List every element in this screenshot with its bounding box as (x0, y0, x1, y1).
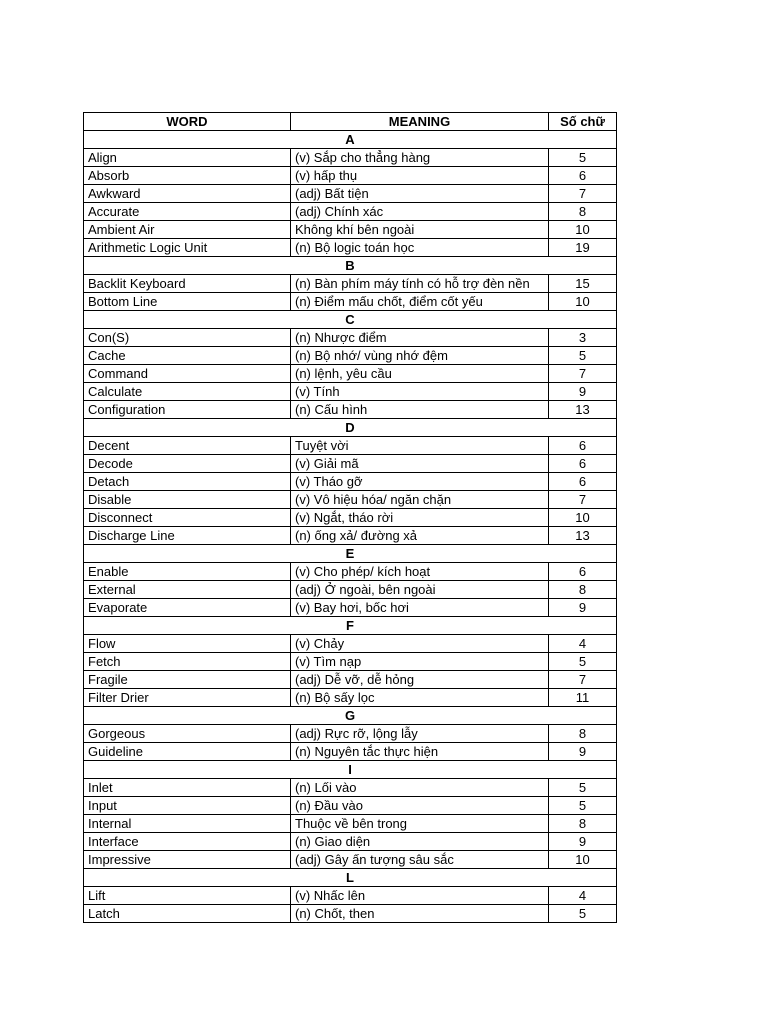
letter-count-cell: 5 (549, 797, 617, 815)
meaning-cell: (adj) Chính xác (291, 203, 549, 221)
table-row (84, 653, 617, 671)
word-cell: Disconnect (84, 509, 291, 527)
section-header-row (84, 707, 617, 725)
letter-count-cell: 5 (549, 347, 617, 365)
letter-count-cell: 9 (549, 383, 617, 401)
table-row (84, 725, 617, 743)
meaning-cell: (adj) Ở ngoài, bên ngoài (291, 581, 549, 599)
letter-count-cell: 11 (549, 689, 617, 707)
word-cell: Bottom Line (84, 293, 291, 311)
table-row (84, 221, 617, 239)
section-letter: F (84, 617, 617, 635)
meaning-cell: Không khí bên ngoài (291, 221, 549, 239)
word-cell: Command (84, 365, 291, 383)
letter-count-cell: 9 (549, 599, 617, 617)
meaning-cell: (v) Sắp cho thẳng hàng (291, 149, 549, 167)
letter-count-cell: 8 (549, 581, 617, 599)
letter-count-cell: 8 (549, 725, 617, 743)
meaning-cell: (n) Giao diện (291, 833, 549, 851)
meaning-cell: (n) lệnh, yêu cầu (291, 365, 549, 383)
table-row (84, 599, 617, 617)
word-cell: Ambient Air (84, 221, 291, 239)
table-row (84, 743, 617, 761)
table-row (84, 491, 617, 509)
table-row (84, 815, 617, 833)
meaning-cell: (v) Bay hơi, bốc hơi (291, 599, 549, 617)
table-row (84, 239, 617, 257)
letter-count-cell: 7 (549, 671, 617, 689)
table-body (84, 131, 617, 923)
letter-count-cell: 6 (549, 167, 617, 185)
word-cell: Inlet (84, 779, 291, 797)
table-row (84, 383, 617, 401)
table-row (84, 689, 617, 707)
word-cell: Calculate (84, 383, 291, 401)
meaning-cell: (v) Tìm nạp (291, 653, 549, 671)
table-header-row (84, 113, 617, 131)
section-letter: I (84, 761, 617, 779)
letter-count-cell: 6 (549, 473, 617, 491)
table-row (84, 185, 617, 203)
section-header-row (84, 617, 617, 635)
header-letter-count: Số chữ (549, 113, 617, 131)
word-cell: Detach (84, 473, 291, 491)
word-cell: Con(S) (84, 329, 291, 347)
word-cell: Fetch (84, 653, 291, 671)
table-row (84, 797, 617, 815)
word-cell: Awkward (84, 185, 291, 203)
meaning-cell: (n) Cấu hình (291, 401, 549, 419)
section-letter: B (84, 257, 617, 275)
letter-count-cell: 19 (549, 239, 617, 257)
letter-count-cell: 7 (549, 365, 617, 383)
word-cell: Interface (84, 833, 291, 851)
letter-count-cell: 5 (549, 779, 617, 797)
table-row (84, 509, 617, 527)
letter-count-cell: 15 (549, 275, 617, 293)
section-header-row (84, 869, 617, 887)
meaning-cell: (v) Tính (291, 383, 549, 401)
table-row (84, 887, 617, 905)
table-row (84, 851, 617, 869)
table-row (84, 581, 617, 599)
table-row (84, 455, 617, 473)
word-cell: Discharge Line (84, 527, 291, 545)
word-cell: Arithmetic Logic Unit (84, 239, 291, 257)
section-header-row (84, 419, 617, 437)
table-row (84, 149, 617, 167)
word-cell: Input (84, 797, 291, 815)
letter-count-cell: 4 (549, 635, 617, 653)
meaning-cell: (n) Bộ sấy lọc (291, 689, 549, 707)
letter-count-cell: 5 (549, 149, 617, 167)
word-cell: Absorb (84, 167, 291, 185)
meaning-cell: (adj) Dễ vỡ, dễ hỏng (291, 671, 549, 689)
section-letter: A (84, 131, 617, 149)
section-header-row (84, 131, 617, 149)
table-row (84, 293, 617, 311)
meaning-cell: (adj) Gây ấn tượng sâu sắc (291, 851, 549, 869)
meaning-cell: Tuyệt vời (291, 437, 549, 455)
section-letter: D (84, 419, 617, 437)
table-row (84, 779, 617, 797)
letter-count-cell: 6 (549, 455, 617, 473)
meaning-cell: (v) Chảy (291, 635, 549, 653)
section-letter: C (84, 311, 617, 329)
letter-count-cell: 3 (549, 329, 617, 347)
vocabulary-table (83, 112, 617, 923)
letter-count-cell: 5 (549, 905, 617, 923)
letter-count-cell: 5 (549, 653, 617, 671)
table-row (84, 905, 617, 923)
word-cell: Latch (84, 905, 291, 923)
word-cell: Enable (84, 563, 291, 581)
letter-count-cell: 6 (549, 563, 617, 581)
word-cell: Configuration (84, 401, 291, 419)
meaning-cell: (adj) Rực rỡ, lộng lẫy (291, 725, 549, 743)
letter-count-cell: 10 (549, 293, 617, 311)
table-row (84, 347, 617, 365)
meaning-cell: (n) Bộ nhớ/ vùng nhớ đệm (291, 347, 549, 365)
table-row (84, 167, 617, 185)
meaning-cell: (v) Giải mã (291, 455, 549, 473)
meaning-cell: (v) Cho phép/ kích hoạt (291, 563, 549, 581)
header-meaning: MEANING (291, 113, 549, 131)
letter-count-cell: 8 (549, 815, 617, 833)
table-row (84, 401, 617, 419)
letter-count-cell: 7 (549, 491, 617, 509)
word-cell: Flow (84, 635, 291, 653)
letter-count-cell: 10 (549, 851, 617, 869)
letter-count-cell: 7 (549, 185, 617, 203)
word-cell: Filter Drier (84, 689, 291, 707)
word-cell: Guideline (84, 743, 291, 761)
meaning-cell: (adj) Bất tiện (291, 185, 549, 203)
section-header-row (84, 311, 617, 329)
table-row (84, 329, 617, 347)
word-cell: Decent (84, 437, 291, 455)
letter-count-cell: 8 (549, 203, 617, 221)
letter-count-cell: 9 (549, 743, 617, 761)
letter-count-cell: 10 (549, 509, 617, 527)
word-cell: Decode (84, 455, 291, 473)
word-cell: Lift (84, 887, 291, 905)
letter-count-cell: 4 (549, 887, 617, 905)
section-letter: E (84, 545, 617, 563)
word-cell: Evaporate (84, 599, 291, 617)
word-cell: Backlit Keyboard (84, 275, 291, 293)
word-cell: Internal (84, 815, 291, 833)
word-cell: Align (84, 149, 291, 167)
table-row (84, 473, 617, 491)
meaning-cell: (v) Ngắt, tháo rời (291, 509, 549, 527)
meaning-cell: (n) Bàn phím máy tính có hỗ trợ đèn nền (291, 275, 549, 293)
meaning-cell: (n) Bộ logic toán học (291, 239, 549, 257)
word-cell: External (84, 581, 291, 599)
table-row (84, 833, 617, 851)
section-header-row (84, 545, 617, 563)
word-cell: Fragile (84, 671, 291, 689)
letter-count-cell: 6 (549, 437, 617, 455)
word-cell: Cache (84, 347, 291, 365)
meaning-cell: (v) Nhấc lên (291, 887, 549, 905)
meaning-cell: (v) Vô hiệu hóa/ ngăn chặn (291, 491, 549, 509)
meaning-cell: (n) ống xả/ đường xả (291, 527, 549, 545)
letter-count-cell: 10 (549, 221, 617, 239)
meaning-cell: (n) Đầu vào (291, 797, 549, 815)
table-row (84, 563, 617, 581)
section-letter: G (84, 707, 617, 725)
section-letter: L (84, 869, 617, 887)
meaning-cell: (v) hấp thụ (291, 167, 549, 185)
table-row (84, 365, 617, 383)
meaning-cell: (n) Lối vào (291, 779, 549, 797)
word-cell: Gorgeous (84, 725, 291, 743)
table-row (84, 635, 617, 653)
letter-count-cell: 9 (549, 833, 617, 851)
table-row (84, 203, 617, 221)
word-cell: Accurate (84, 203, 291, 221)
letter-count-cell: 13 (549, 401, 617, 419)
meaning-cell: (n) Chốt, then (291, 905, 549, 923)
letter-count-cell: 13 (549, 527, 617, 545)
table-row (84, 437, 617, 455)
meaning-cell: (n) Điểm mấu chốt, điểm cốt yếu (291, 293, 549, 311)
word-cell: Disable (84, 491, 291, 509)
header-word: WORD (84, 113, 291, 131)
section-header-row (84, 257, 617, 275)
section-header-row (84, 761, 617, 779)
meaning-cell: Thuộc về bên trong (291, 815, 549, 833)
table-row (84, 671, 617, 689)
table-row (84, 527, 617, 545)
meaning-cell: (v) Tháo gỡ (291, 473, 549, 491)
word-cell: Impressive (84, 851, 291, 869)
table-row (84, 275, 617, 293)
meaning-cell: (n) Nhược điểm (291, 329, 549, 347)
meaning-cell: (n) Nguyên tắc thực hiện (291, 743, 549, 761)
